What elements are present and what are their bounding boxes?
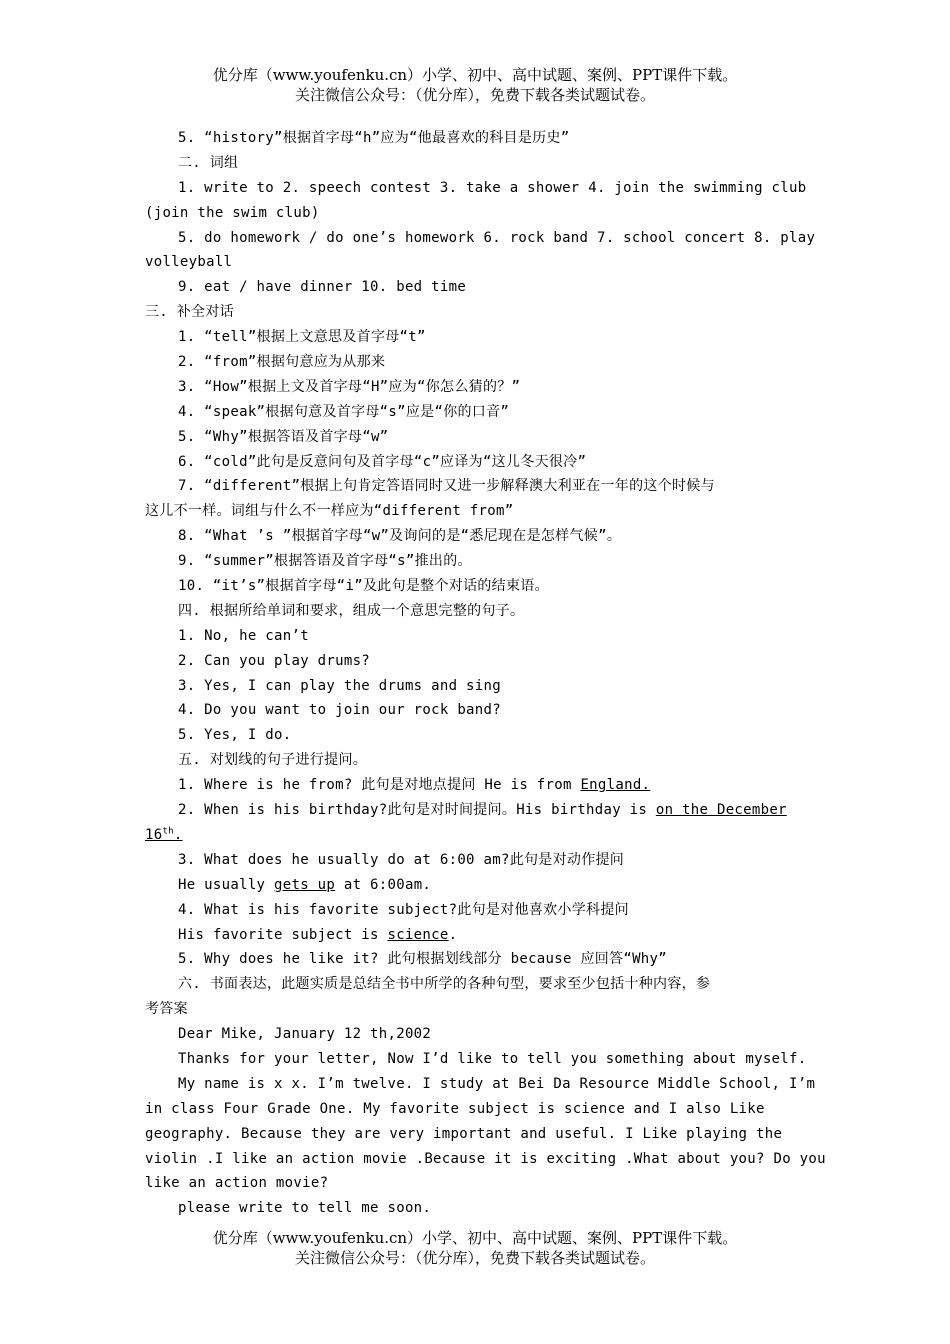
text-line: 考答案	[145, 1001, 188, 1018]
text-line: 1. write to 2. speech contest 3. take a shower 4. join the swimming club	[178, 179, 807, 196]
text-line: 5. “Why”根据答语及首字母“w”	[178, 428, 389, 445]
text-segment: 2. When is his birthday?此句是对时间提问。His birthday is	[178, 802, 656, 819]
text-line: in class Four Grade One. My favorite subject is science and I also Like	[145, 1100, 765, 1117]
underlined-text: gets up	[274, 876, 336, 893]
answer-key-body	[145, 126, 826, 1221]
text-line: 10. “it’s”根据首字母“i”及此句是整个对话的结束语。	[178, 578, 549, 595]
text-segment: at 6:00am.	[335, 876, 432, 893]
text-line: 1. No, he can’t	[178, 627, 309, 644]
underlined-text: on the December	[655, 802, 787, 819]
section-heading-sentences: 四. 根据所给单词和要求，组成一个意思完整的句子。	[178, 602, 525, 619]
underlined-text: science	[387, 926, 449, 943]
page-header-line2: 关注微信公众号：（优分库），免费下载各类试题试卷。	[294, 86, 655, 104]
text-line: 5. “history”根据首字母“h”应为“他最喜欢的科目是历史”	[178, 130, 570, 146]
text-line: 1. “tell”根据上文意思及首字母“t”	[178, 329, 426, 346]
text-line: My name is x x. I’m twelve. I study at Bei Da Resource Middle School, I’m	[178, 1075, 816, 1092]
section-heading-writing: 六. 书面表达，此题实质是总结全书中所学的各种句型，要求至少包括十种内容，参	[178, 976, 711, 993]
text-line	[145, 923, 805, 948]
text-line: 4. What is his favorite subject?此句是对他喜欢小学科提问	[178, 901, 629, 918]
text-line	[145, 873, 805, 898]
text-line: 6. “cold”此句是反意问句及首字母“c”应译为“这儿冬天很冷”	[178, 453, 587, 470]
text-line: 7. “different”根据上句肯定答语同时又进一步解释澳大利亚在一年的这个时候与	[178, 478, 715, 495]
text-segment: 1. Where is he from? 此句是对地点提问 He is from	[178, 777, 581, 794]
page-footer-line2: 关注微信公众号：（优分库），免费下载各类试题试卷。	[294, 1249, 655, 1267]
text-line: (join the swim club)	[145, 204, 320, 221]
underlined-text: England.	[580, 777, 651, 794]
text-line: 2. Can you play drums?	[178, 652, 371, 669]
text-line: like an action movie?	[145, 1175, 329, 1192]
page-footer-line1: 优分库（www.youfenku.cn）小学、初中、高中试题、案例、PPT课件下载。	[212, 1229, 738, 1247]
text-line: 这儿不一样。词组与什么不一样应为“different from”	[145, 503, 514, 520]
text-line: 3. What does he usually do at 6:00 am?此句是对动作提问	[178, 851, 625, 868]
text-line: 3. “How”根据上文及首字母“H”应为“你怎么猜的？”	[178, 378, 521, 395]
text-line	[145, 798, 805, 823]
underlined-text: 16th.	[145, 826, 183, 843]
text-line: geography. Because they are very important and useful. I Like playing the	[145, 1125, 783, 1142]
text-segment: .	[448, 926, 458, 943]
text-line: 5. Why does he like it? 此句根据划线部分 because 应回答“Why”	[178, 951, 667, 968]
text-line: 4. Do you want to join our rock band?	[178, 702, 501, 719]
text-line: 5. Yes, I do.	[178, 727, 292, 744]
text-line: 9. eat / have dinner 10. bed time	[178, 279, 467, 296]
section-heading-questions: 五. 对划线的句子进行提问。	[178, 752, 368, 769]
text-line	[145, 773, 805, 798]
text-line: 2. “from”根据句意应为从那来	[178, 354, 386, 371]
text-line: 3. Yes, I can play the drums and sing	[178, 677, 501, 694]
section-heading-dialogue: 三. 补全对话	[145, 304, 234, 321]
text-line: please write to tell me soon.	[178, 1200, 432, 1217]
text-segment: He usually	[178, 876, 275, 893]
section-heading-phrases: 二. 词组	[178, 154, 239, 171]
text-line: 9. “summer”根据答语及首字母“s”推出的。	[178, 553, 472, 570]
text-line: 4. “speak”根据句意及首字母“s”应是“你的口音”	[178, 403, 510, 420]
text-line: Thanks for your letter, Now I’d like to tell you something about myself.	[178, 1050, 807, 1067]
page-header-line1: 优分库（www.youfenku.cn）小学、初中、高中试题、案例、PPT课件下载。	[212, 66, 738, 84]
text-line: Dear Mike, January 12 th,2002	[178, 1026, 432, 1043]
text-line	[145, 823, 805, 848]
text-line: violin .I like an action movie .Because it is exciting .What about you? Do you	[145, 1150, 826, 1167]
text-segment: His favorite subject is	[178, 926, 388, 943]
text-line: volleyball	[145, 254, 233, 271]
text-line: 5. do homework / do one’s homework 6. rock band 7. school concert 8. play	[178, 229, 816, 246]
text-line: 8. “What ’s ”根据首字母“w”及询问的是“悉尼现在是怎样气候”。	[178, 528, 622, 545]
